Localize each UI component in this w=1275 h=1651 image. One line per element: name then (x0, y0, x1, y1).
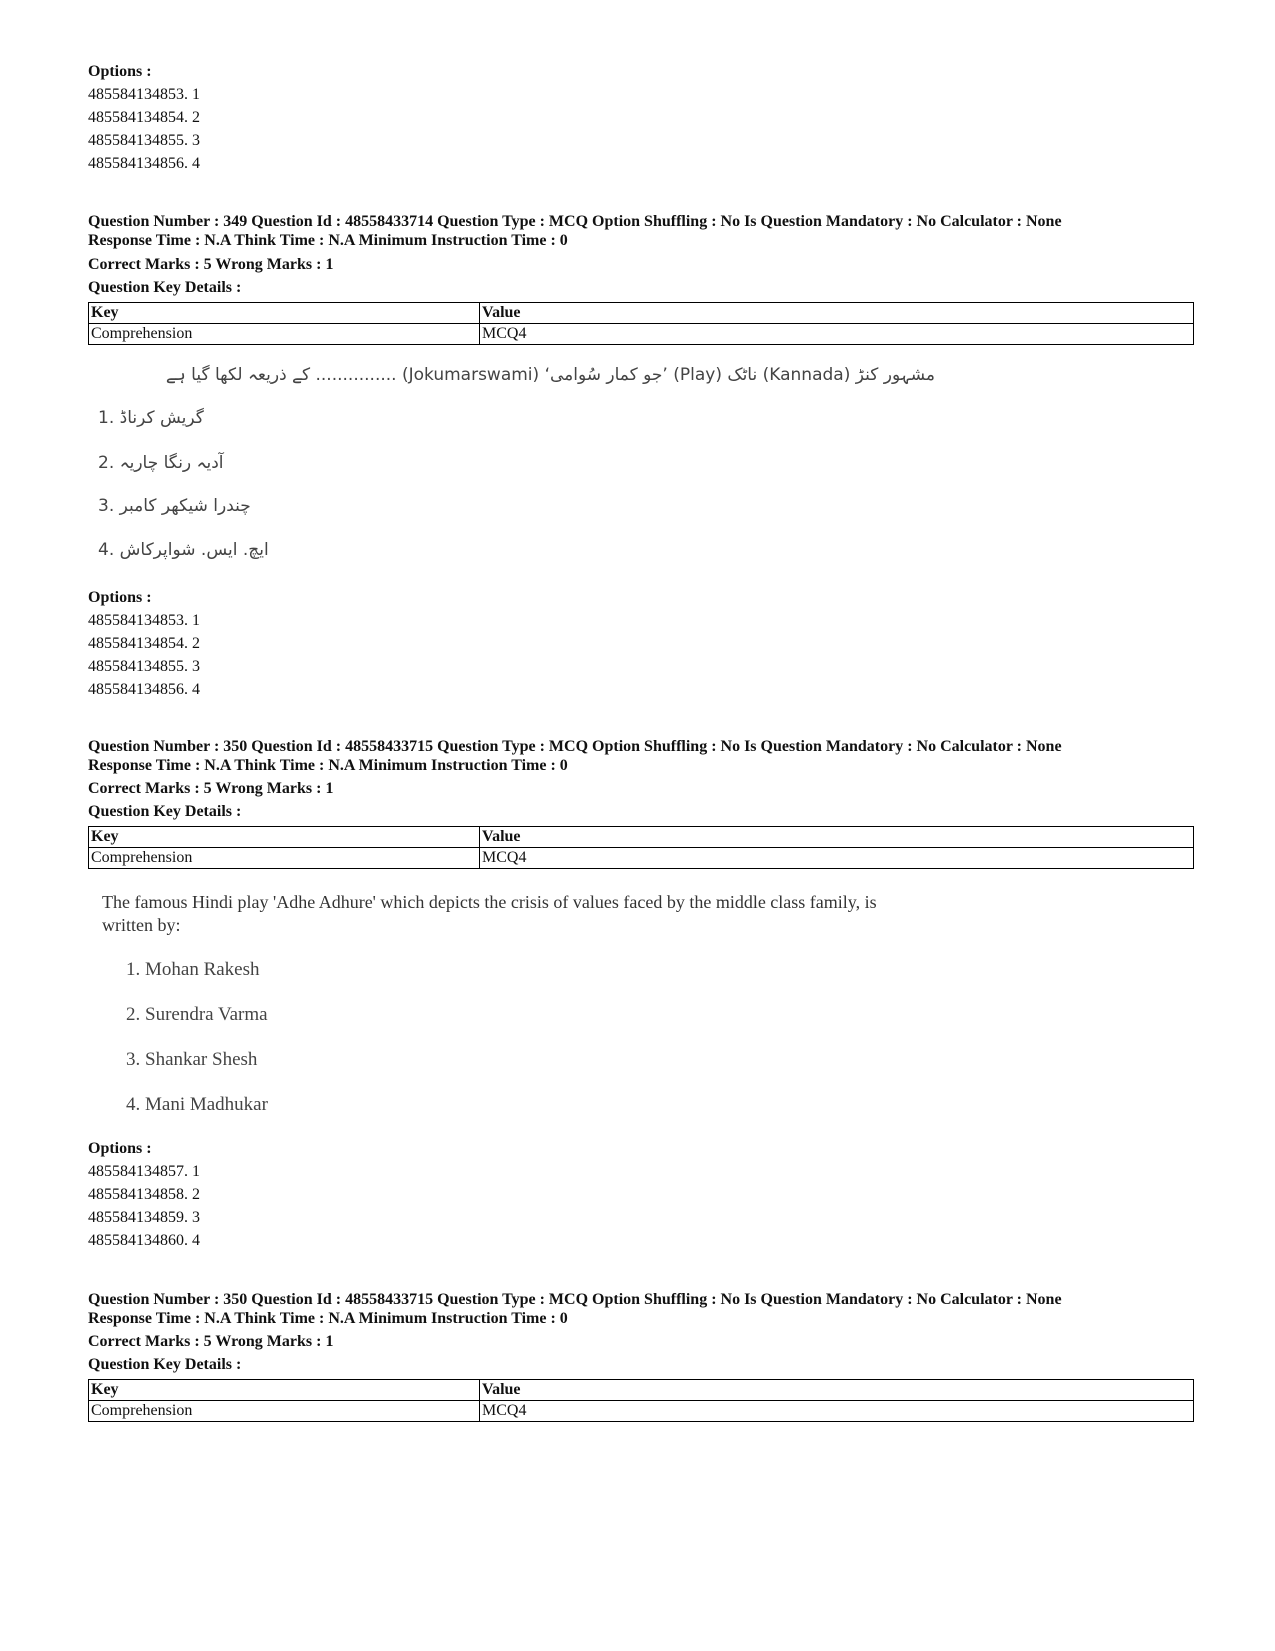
table-cell-key: Comprehension (89, 324, 480, 345)
question-header-line2: Response Time : N.A Think Time : N.A Minimum Instruction Time : 0 (88, 1310, 568, 1327)
choice-item: گریش کرناڈ .1 (98, 408, 204, 428)
option-item: 485584134857. 1 (88, 1163, 200, 1180)
question-text: مشہور کنڑ (Kannada) ناٹک (Play) ’جو کمار سُوامی‘ (Jokumarswami) ............... کے ذریعہ لکھا گیا ہے (165, 365, 935, 385)
choice-item: چندرا شیکھر کامبر .3 (98, 496, 251, 516)
marks-line: Correct Marks : 5 Wrong Marks : 1 (88, 780, 334, 797)
question-header-line1: Question Number : 350 Question Id : 48558433715 Question Type : MCQ Option Shuffling : No Is Question Mandatory : No Calculator : None (88, 738, 1062, 755)
option-item: 485584134855. 3 (88, 658, 200, 675)
marks-line: Correct Marks : 5 Wrong Marks : 1 (88, 1333, 334, 1350)
option-item: 485584134859. 3 (88, 1209, 200, 1226)
table-header-value: Value (480, 827, 1194, 848)
question-header-line2: Response Time : N.A Think Time : N.A Minimum Instruction Time : 0 (88, 232, 568, 249)
option-item: 485584134853. 1 (88, 612, 200, 629)
choice-item: ایچ. ایس. شواپرکاش .4 (98, 540, 269, 560)
table-header-key: Key (89, 303, 480, 324)
options-label: Options : (88, 63, 152, 80)
key-details-label: Question Key Details : (88, 1356, 242, 1373)
option-item: 485584134856. 4 (88, 681, 200, 698)
choice-item: 2. Surendra Varma (126, 1004, 268, 1025)
marks-line: Correct Marks : 5 Wrong Marks : 1 (88, 256, 334, 273)
key-details-table (88, 826, 1194, 869)
key-details-label: Question Key Details : (88, 803, 242, 820)
option-item: 485584134853. 1 (88, 86, 200, 103)
table-header-value: Value (480, 303, 1194, 324)
option-item: 485584134858. 2 (88, 1186, 200, 1203)
table-cell-value: MCQ4 (480, 324, 1194, 345)
table-header-key: Key (89, 1380, 480, 1401)
key-details-label: Question Key Details : (88, 279, 242, 296)
option-item: 485584134860. 4 (88, 1232, 200, 1249)
option-item: 485584134854. 2 (88, 635, 200, 652)
option-item: 485584134854. 2 (88, 109, 200, 126)
table-header-value: Value (480, 1380, 1194, 1401)
table-cell-key: Comprehension (89, 848, 480, 869)
table-cell-key: Comprehension (89, 1401, 480, 1422)
question-header-line1: Question Number : 349 Question Id : 48558433714 Question Type : MCQ Option Shuffling : No Is Question Mandatory : No Calculator : None (88, 213, 1062, 230)
option-item: 485584134856. 4 (88, 155, 200, 172)
question-header-line2: Response Time : N.A Think Time : N.A Minimum Instruction Time : 0 (88, 757, 568, 774)
question-text-line2: written by: (102, 915, 181, 935)
options-label: Options : (88, 589, 152, 606)
key-details-table (88, 302, 1194, 345)
table-cell-value: MCQ4 (480, 848, 1194, 869)
choice-item: 4. Mani Madhukar (126, 1094, 268, 1115)
question-header-line1: Question Number : 350 Question Id : 48558433715 Question Type : MCQ Option Shuffling : No Is Question Mandatory : No Calculator : None (88, 1291, 1062, 1308)
table-cell-value: MCQ4 (480, 1401, 1194, 1422)
choice-item: آدیہ رنگا چاریہ .2 (98, 453, 224, 473)
choice-item: 1. Mohan Rakesh (126, 959, 260, 980)
choice-item: 3. Shankar Shesh (126, 1049, 258, 1070)
question-text-line1: The famous Hindi play 'Adhe Adhure' which depicts the crisis of values faced by the middle class family, is (102, 892, 877, 912)
options-label: Options : (88, 1140, 152, 1157)
table-header-key: Key (89, 827, 480, 848)
key-details-table (88, 1379, 1194, 1422)
option-item: 485584134855. 3 (88, 132, 200, 149)
